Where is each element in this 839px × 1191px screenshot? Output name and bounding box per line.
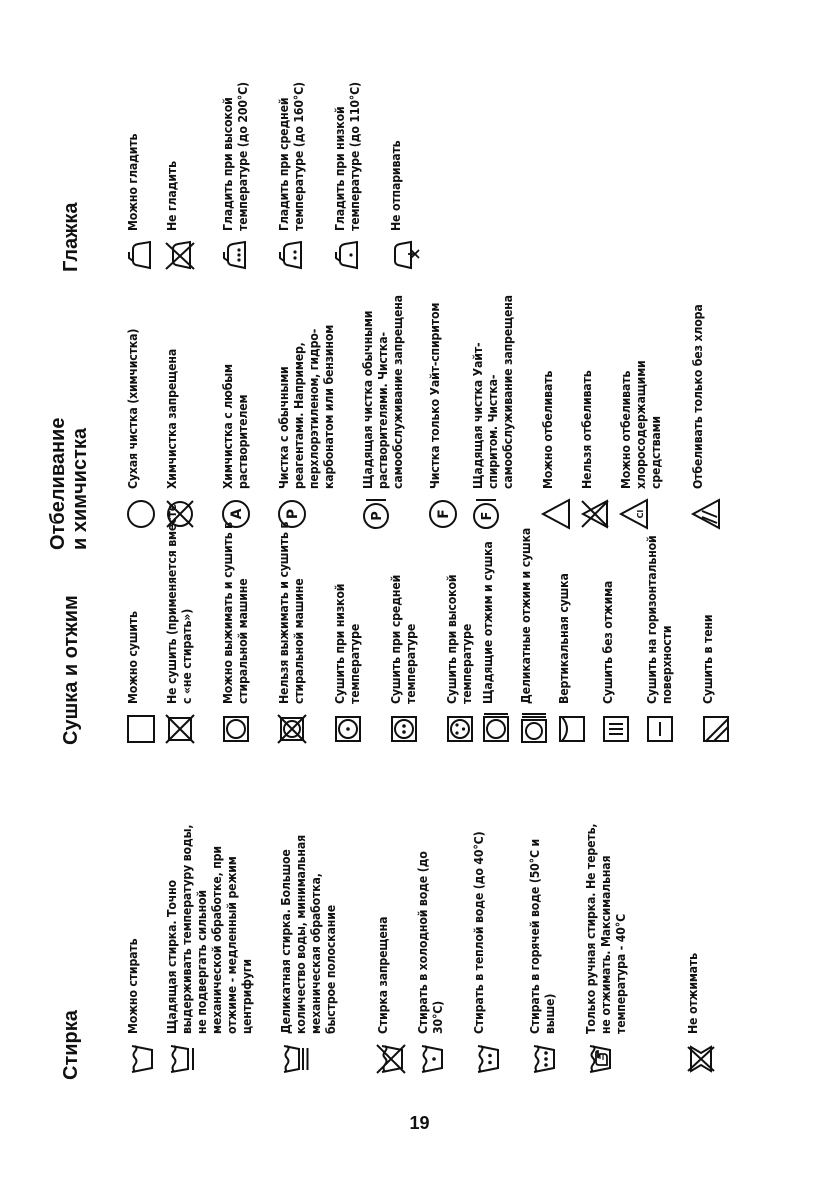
bleach-item (125, 259, 157, 530)
gentle-dry-icon (480, 713, 512, 745)
iron-item (276, 1, 308, 272)
wash-label: Стирать в теплой воде (до 40°С) (471, 831, 486, 1034)
wash-label: Можно стирать (125, 938, 140, 1034)
bleach-label: Щадящая чистка обычными растворителями. Чистка-самообслуживание запрещена (360, 295, 405, 489)
iron-item (388, 1, 420, 272)
wash-tub-icon (125, 1043, 157, 1075)
section-title-ironing: Глажка (60, 202, 82, 272)
bleach-label: Можно отбеливать (540, 370, 555, 489)
bleach-item (220, 259, 252, 530)
iron-item (164, 1, 196, 272)
shade-dry-icon (700, 713, 732, 745)
iron-two-dots-icon (276, 240, 308, 272)
svg-text:A: A (229, 508, 245, 520)
bleach-item (276, 259, 336, 530)
section-title-bleach: Отбеливание и химчистка (47, 417, 91, 550)
iron-label: Не отпаривать (388, 140, 403, 231)
dry-clean-p-gentle-icon (360, 498, 392, 530)
bleach-crossed-icon (579, 498, 611, 530)
bleach-label: Щадящая чистка Уайт-спиритом. Чистка-самообслуживание запрещена (470, 295, 515, 489)
bleach-label: Сухая чистка (химчистка) (125, 328, 140, 489)
iron-label: Гладить при высокой температуре (до 200°С) (220, 82, 250, 231)
svg-text:F: F (480, 511, 495, 521)
wash-tub-one-dot-icon (415, 1043, 447, 1075)
svg-text:P: P (285, 508, 301, 520)
svg-text:P: P (370, 511, 385, 521)
dry-label: Нельзя выжимать и сушить в стиральной машине (276, 521, 306, 704)
tumble-dry-two-dots-icon (388, 713, 420, 745)
rotated-page (47, 80, 780, 1080)
dry-label: Сушить при средней температуре (388, 574, 418, 704)
dry-square-crossed-icon (164, 713, 196, 745)
iron-label: Не гладить (164, 161, 179, 231)
dry-clean-crossed-icon (164, 498, 196, 530)
dry-label: Сушить при низкой температуре (332, 583, 362, 704)
dry-label: Можно выжимать и сушить в стиральной машине (220, 522, 250, 704)
dry-label: Деликатные отжим и сушка (518, 527, 533, 704)
non-chlorine-bleach-icon (690, 498, 722, 530)
no-wring-icon (685, 1043, 717, 1075)
iron-icon (125, 240, 157, 272)
wash-item (415, 794, 447, 1075)
bleach-item (360, 259, 405, 530)
iron-item (220, 1, 252, 272)
delicate-dry-icon (518, 713, 550, 745)
dry-square-icon (125, 713, 157, 745)
dry-label: Щадящие отжим и сушка (480, 541, 495, 704)
wash-item (685, 794, 717, 1075)
flat-dry-icon (644, 713, 676, 745)
iron-label: Гладить при низкой температуре (до 110°С) (332, 82, 362, 231)
svg-text:Cl: Cl (636, 509, 645, 519)
wash-item (164, 794, 254, 1075)
tumble-dry-crossed-icon (276, 713, 308, 745)
bleach-label: Чистка с обычными реагентами. Например, перхлорэтиленом, гидро-карбонатом или бензином (276, 324, 336, 489)
dry-label: Сушить на горизонтальной поверхности (644, 535, 674, 704)
wash-item (375, 794, 407, 1075)
no-steam-icon (388, 240, 420, 272)
wash-label: Щадящая стирка. Точно выдерживать температуру воды, не подвергать сильной механической обработке, при отжиме - медленный режим центрифуги (164, 824, 254, 1034)
bleach-label: Химчистка с любым растворителем (220, 364, 250, 489)
bleach-item (427, 259, 459, 530)
page-number: 19 (409, 1113, 430, 1133)
bleach-cl-icon (618, 498, 650, 530)
dry-label: Не сушить (применяется вместе с «не стирать») (164, 504, 194, 704)
wash-item (125, 794, 157, 1075)
wash-label: Стирка запрещена (375, 916, 390, 1034)
iron-item (125, 1, 157, 272)
wash-item (527, 794, 559, 1075)
dry-label: Сушить при высокой температуре (444, 574, 474, 704)
bleach-item (470, 259, 515, 530)
bleach-item (164, 259, 196, 530)
wash-tub-two-bars-icon (278, 1043, 310, 1075)
dry-clean-a-icon (220, 498, 252, 530)
iron-three-dots-icon (220, 240, 252, 272)
drip-dry-icon (600, 713, 632, 745)
bleach-label: Чистка только Уайт-спиритом (427, 302, 442, 489)
bleach-label: Отбеливать только без хлора (690, 304, 705, 489)
dry-label: Можно сушить (125, 611, 140, 704)
hand-wash-icon (583, 1043, 615, 1075)
wash-label: Не отжимать (685, 953, 700, 1034)
dry-clean-f-gentle-icon (470, 498, 502, 530)
wash-tub-two-dots-icon (471, 1043, 503, 1075)
dry-label: Сушить без отжима (600, 580, 615, 704)
line-dry-icon (556, 713, 588, 745)
wash-tub-crossed-icon (375, 1043, 407, 1075)
tumble-dry-three-dots-icon (444, 713, 476, 745)
dry-clean-p-icon (276, 498, 308, 530)
wash-label: Деликатная стирка. Большое количество воды, минимальная механическая обработка, быстрое полоскание (278, 834, 338, 1034)
iron-item (332, 1, 364, 272)
iron-crossed-icon (164, 240, 196, 272)
section-title-drying: Сушка и отжим (60, 595, 82, 745)
svg-text:F: F (436, 509, 452, 519)
bleach-item (540, 259, 572, 530)
bleach-label: Можно отбеливать хлоросодержащими средствами (618, 360, 663, 489)
wash-item (471, 794, 503, 1075)
wash-label: Стирать в холодной воде (до 30°С) (415, 851, 445, 1034)
dry-clean-f-icon (427, 498, 459, 530)
wash-tub-one-bar-icon (164, 1043, 196, 1075)
wash-label: Только ручная стирка. Не тереть, не отжимать. Максимальная температура - 40°С (583, 823, 628, 1034)
dry-label: Сушить в тени (700, 614, 715, 704)
wash-label: Стирать в горячей воде (50°С и выше) (527, 838, 557, 1034)
dry-clean-circle-icon (125, 498, 157, 530)
tumble-dry-one-dot-icon (332, 713, 364, 745)
dry-label: Вертикальная сушка (556, 573, 571, 704)
bleach-triangle-icon (540, 498, 572, 530)
wash-tub-three-dots-icon (527, 1043, 559, 1075)
iron-label: Можно гладить (125, 133, 140, 231)
iron-label: Гладить при средней температуре (до 160°С) (276, 82, 306, 231)
bleach-item (690, 259, 722, 530)
section-title-washing: Стирка (60, 1010, 82, 1080)
bleach-label: Нельзя отбеливать (579, 370, 594, 489)
bleach-item (618, 259, 663, 530)
wash-item (278, 794, 338, 1075)
iron-one-dot-icon (332, 240, 364, 272)
bleach-item (579, 259, 611, 530)
tumble-dry-icon (220, 713, 252, 745)
wash-item (583, 794, 628, 1075)
bleach-label: Химчистка запрещена (164, 348, 179, 489)
